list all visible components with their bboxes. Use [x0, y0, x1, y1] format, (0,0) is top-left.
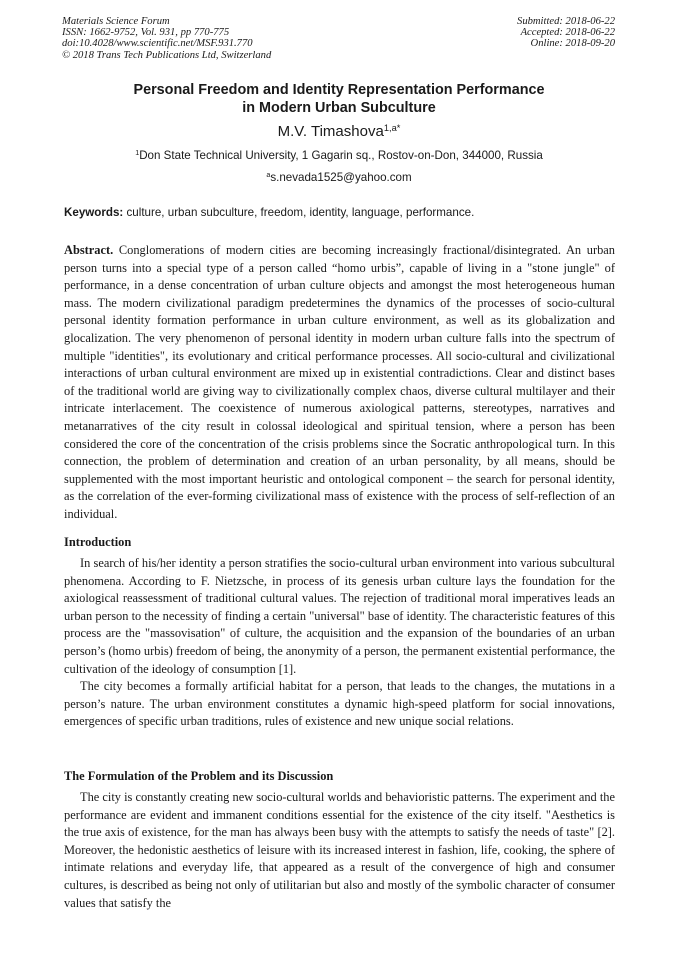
author-sup: 1,a*: [383, 122, 401, 133]
keywords-label: Keywords:: [64, 206, 124, 219]
journal-info: [62, 16, 271, 61]
abstract: [64, 242, 615, 524]
paragraph: In search of his/her identity a person stratifies the socio-cultural urban environment into various subcultural phenomena. According to F. Nietzsche, in process of its genesis urban culture lays the foundation for the axiological reassessment of traditional cultural values. The rejection of traditional moral imperatives leads an urban person to the necessity of finding a certain "universal" base of identity. The characteristic features of this process are the "massovisation" of culture, the acquisition and the expansion of the boundaries of an urban person’s (homo urbis) freedom of being, the anonymity of a person, the permanent existential performance, the cultivation of the ideology of consumption [1].: [64, 556, 615, 676]
affiliation: [62, 149, 616, 163]
issn: ISSN: 1662-9752, Vol. 931, pp 770-775: [62, 27, 230, 39]
email-text[interactable]: s.nevada1525@yahoo.com: [270, 171, 412, 184]
problem-body: [64, 789, 615, 912]
problem-heading: The Formulation of the Problem and its Discussion: [64, 769, 334, 783]
paragraph: The city becomes a formally artificial habitat for a person, that leads to the changes, the mutations in a person’s nature. The urban environment constitutes a dynamic high-speed platform for social innovations, emergences of specific urban traditions, rules of existence and new unique social relations.: [64, 679, 615, 729]
submitted-date: Submitted: 2018-06-22: [517, 16, 615, 27]
affiliation-text: Don State Technical University, 1 Gagarin sq., Rostov-on-Don, 344000, Russia: [139, 149, 543, 162]
online-date: Online: 2018-09-20: [530, 38, 615, 50]
doi: doi:10.4028/www.scientific.net/MSF.931.770: [62, 38, 253, 50]
paragraph: The city is constantly creating new socio-cultural worlds and behavioristic patterns. The experiment and the performance are evident and immanent conditions essential for the existence of the city itself. "Aesthetics is the true axis of existence, for the man has always been busy with the attempts to satisfy the needs of taste" [2]. Moreover, the hedonistic aesthetics of leisure with its increased interest in fashion, life, cooking, the sphere of intimate relations and everyday life, that appeared as a result of the convergence of high and consumer cultures, is described as being not only of utilitarian but also and mostly of the symbolic character of consumer values that satisfy the: [64, 790, 615, 910]
abstract-label: Abstract.: [64, 243, 114, 257]
introduction-heading: Introduction: [64, 535, 132, 549]
email-sup: a: [266, 170, 271, 180]
abstract-text: Conglomerations of modern cities are becoming increasingly fractional/disintegrated. An urban person turns into a special type of a person called “homo urbis”, capable of living in a "stone jungle" of performance, in a dense concentration of urban culture objects and amongst the most heterogeneous human mass. The modern civilizational paradigm predetermines the dynamics of the processes of socio-cultural personal identity formation performance in urban culture environment, as well as its globalization and glocalization. The very phenomenon of personal identity in modern urban culture falls into the spectrum of multiple "identities", its evolutionary and critical performance processes. All socio-cultural and civilizational interactions of urban cultural environment are mixed up in existential contradictions. Clear and distinct bases of the traditional world are giving way to civilizationally complex chaos, diverse cultural multilayer and their intricate interlacement. The coexistence of numerous axiological patterns, stereotypes, narratives and metanarratives of the city result in colossal ideological and spiritual tension, where a person has been considered the core of the concentration of the crisis problems since the Socratic anthropological turn. In this connection, the problem of determination and creation of an urban personality, by all means, should be supplemented with the most important heuristic and ontological component – the search for personal identity, as the correlation of the ever-forming civilizational mass of existence with the process of self-reflection of an individual.: [64, 243, 615, 521]
keywords-text: culture, urban subculture, freedom, identity, language, performance.: [123, 206, 475, 219]
title-line-2: in Modern Urban Subculture: [242, 99, 436, 116]
keywords: [64, 206, 616, 220]
journal-name: Materials Science Forum: [62, 16, 170, 27]
introduction-body: [64, 555, 615, 731]
title-line-1: Personal Freedom and Identity Representation Performance: [133, 82, 545, 98]
paper-title: [62, 82, 616, 117]
affiliation-sup: 1: [135, 148, 140, 158]
copyright: © 2018 Trans Tech Publications Ltd, Switzerland: [62, 49, 272, 61]
accepted-date: Accepted: 2018-06-22: [520, 27, 615, 39]
email: [62, 171, 616, 185]
author: [62, 123, 616, 141]
publication-dates: [517, 16, 615, 50]
author-name: M.V. Timashova: [277, 123, 384, 140]
